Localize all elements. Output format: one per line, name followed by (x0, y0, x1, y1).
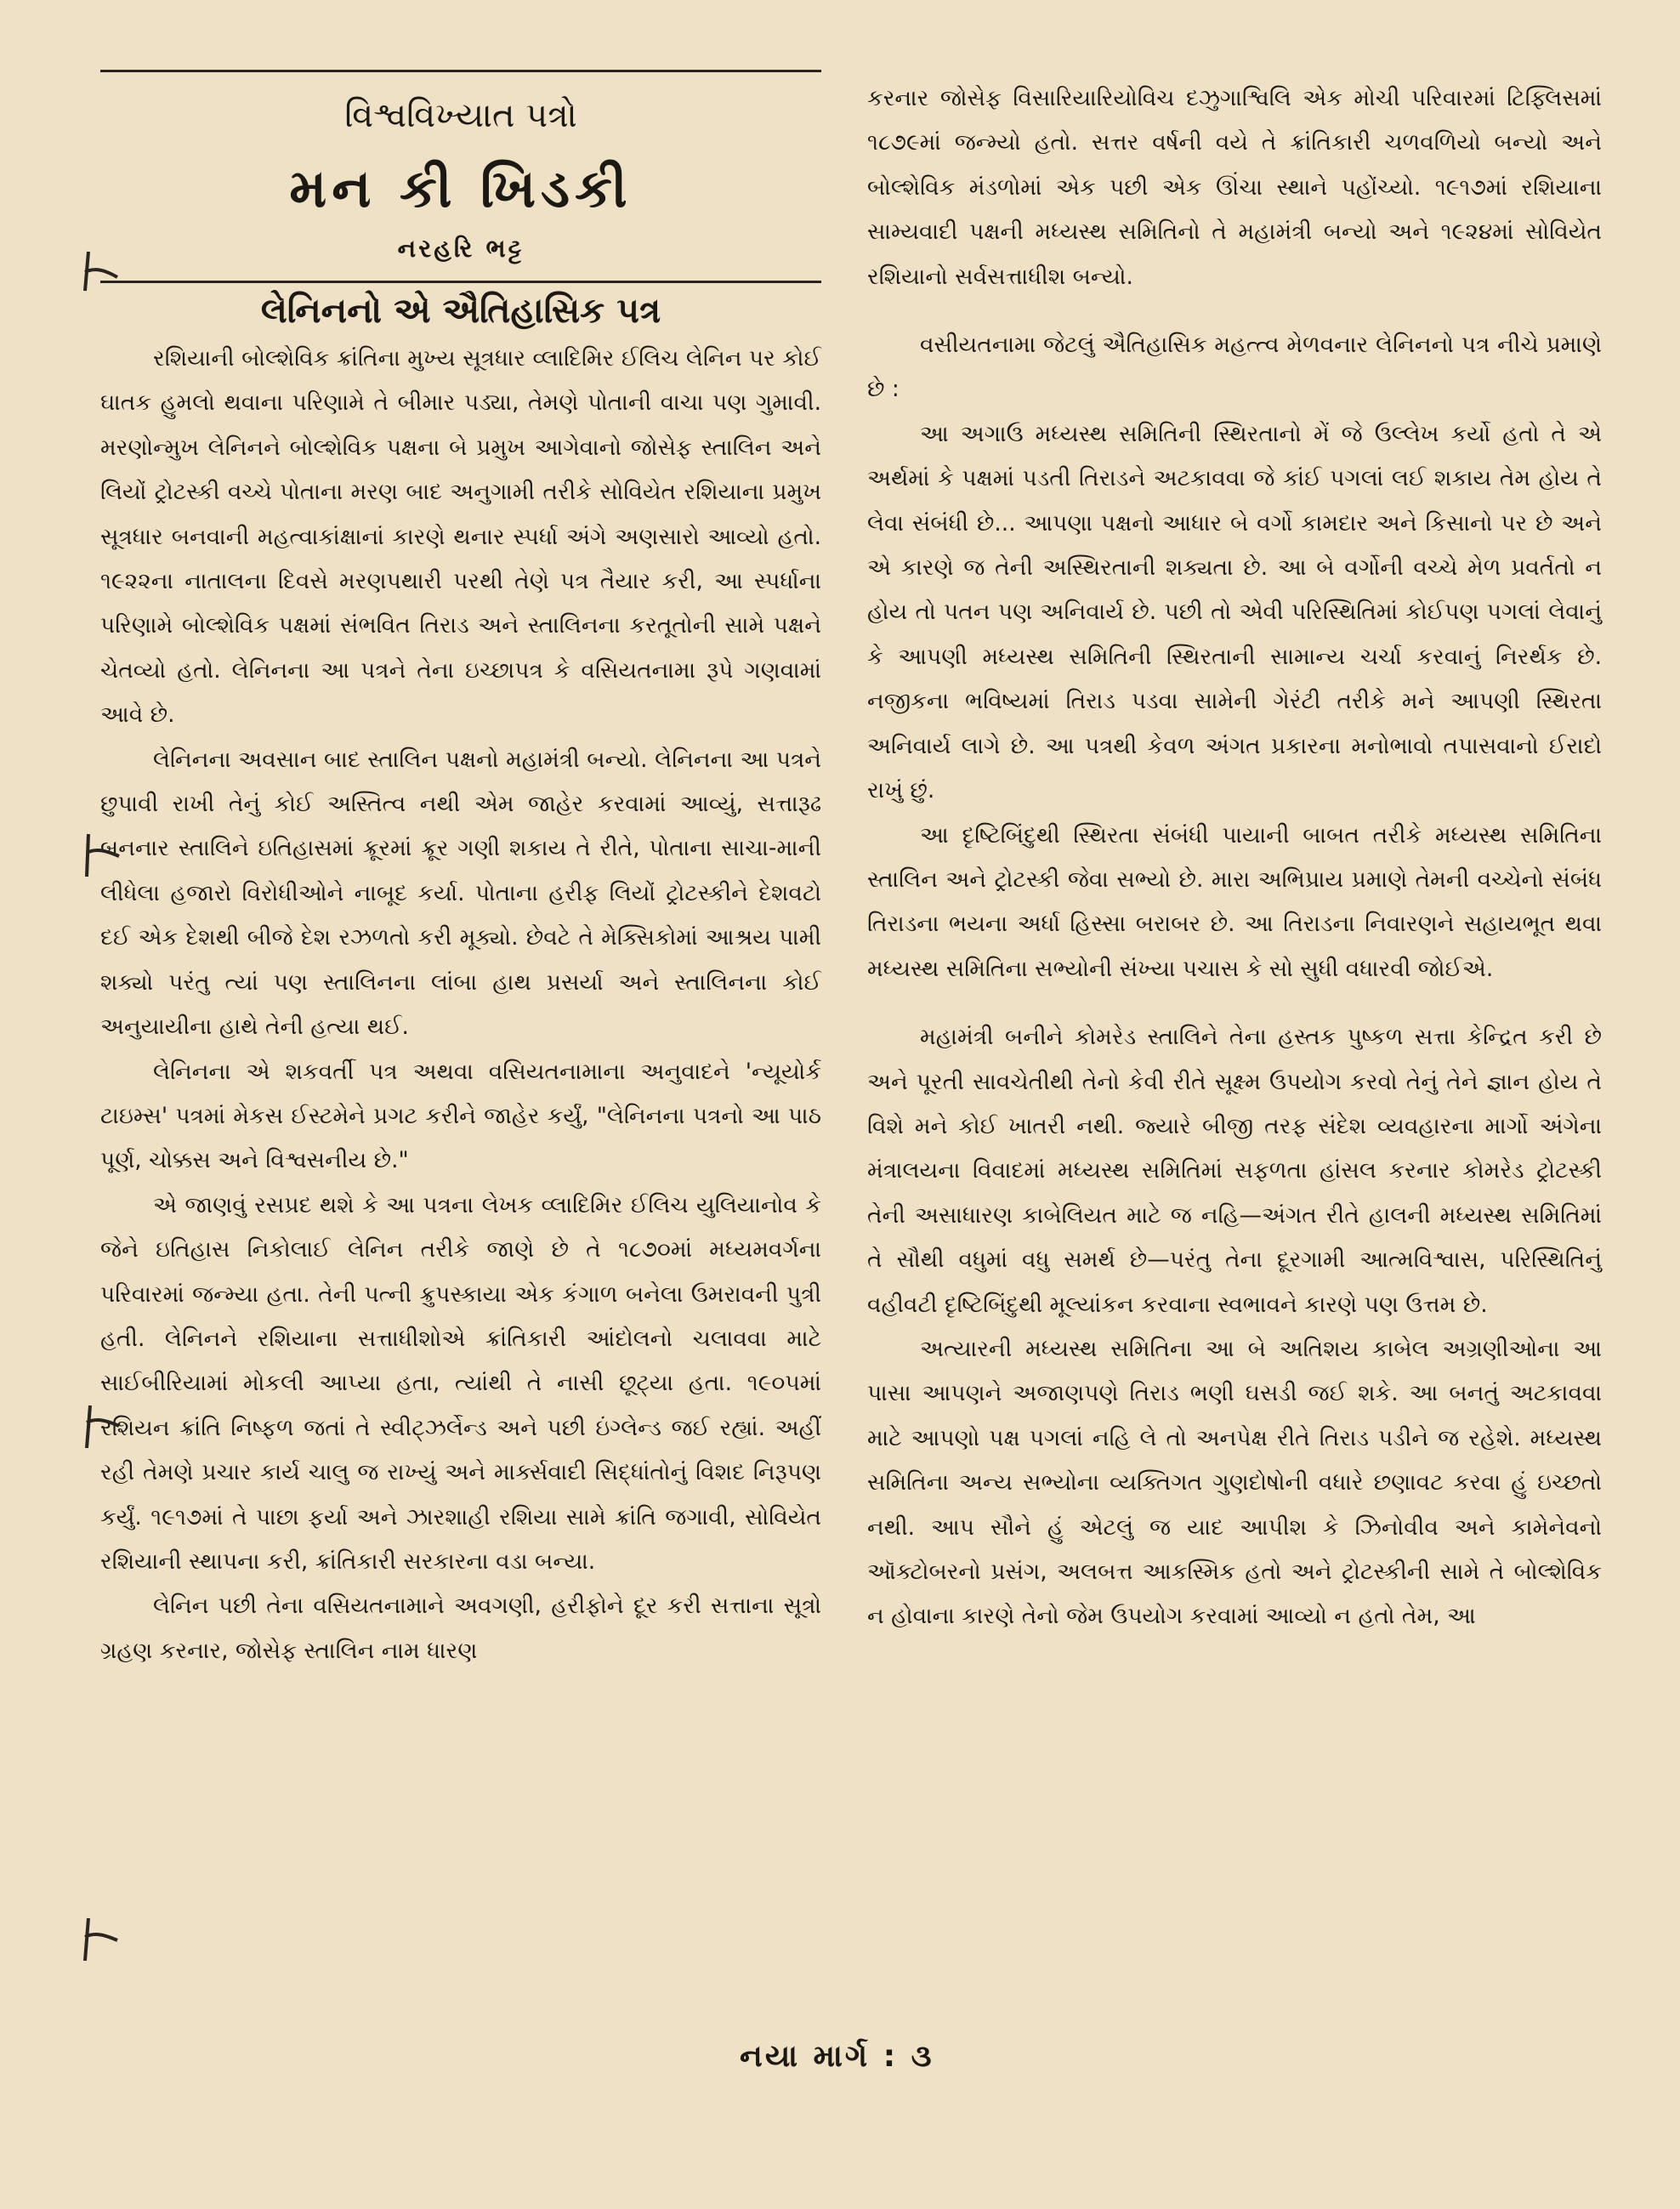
main-title: મન કી ખિડકી (289, 157, 633, 219)
paragraph: અત્યારની મધ્યસ્થ સમિતિના આ બે અતિશય કાબેલ અગ્રણીઓના આ પાસા આપણને અજાણપણે તિરાડ ભણી ઘસડી જઈ શકે. આ બનતું અટકાવવા માટે આપણો પક્ષ પગલાં નહિ લે તો અનપેક્ષ રીતે તિરાડ પડીને જ રહેશે. મધ્યસ્થ સમિતિના અન્ય સભ્યોના વ્યક્તિગત ગુણદોષોની વધારે છણાવટ કરવા હું ઇચ્છતો નથી. આપ સૌને હું એટલું જ યાદ આપીશ કે ઝિનોવીવ અને કામેનેવનો ઑક્ટોબરનો પ્રસંગ, અલબત્ત આકસ્મિક હતો અને ટ્રોટસ્કીની સામે તે બોલ્શેવિક ન હોવાના કારણે તેનો જેમ ઉપયોગ કરવામાં આવ્યો ન હતો તેમ, આ (867, 1335, 1602, 1630)
left-body-text (100, 337, 821, 1673)
page-footer: નયા માર્ગ : ૩ (740, 2039, 934, 2074)
paragraph: લેનિનના અવસાન બાદ સ્તાલિન પક્ષનો મહામંત્રી બન્યો. લેનિનના આ પત્રને છુપાવી રાખી તેનું કોઈ અસ્તિત્વ નથી એમ જાહેર કરવામાં આવ્યું, સત્તારૂઢ બનનાર સ્તાલિને ઇતિહાસમાં ક્રૂરમાં ક્રૂર ગણી શકાય તે રીતે, પોતાના સાચા-માની લીધેલા હજારો વિરોધીઓને નાબૂદ કર્યા. પોતાના હરીફ લિયોં ટ્રોટસ્કીને દેશવટો દઈ એક દેશથી બીજે દેશ રઝળતો કરી મૂક્યો. છેવટે તે મેક્સિકોમાં આશ્રય પામી શક્યો પરંતુ ત્યાં પણ સ્તાલિનના લાંબા હાથ પ્રસર્યા અને સ્તાલિનના કોઈ અનુયાયીના હાથે તેની હત્યા થઈ. (100, 746, 821, 1041)
paragraph: લેનિન પછી તેના વસિયતનામાને અવગણી, હરીફોને દૂર કરી સત્તાના સૂત્રો ગ્રહણ કરનાર, જોસેફ સ્તાલિન નામ ધારણ (100, 1593, 821, 1664)
binding-hole-mark (77, 829, 128, 889)
paragraph: લેનિનના એ શકવર્તી પત્ર અથવા વસિયતનામાના અનુવાદને 'ન્યૂયોર્ક ટાઇમ્સ' પત્રમાં મેકસ ઈસ્ટમેને પ્રગટ કરીને જાહેર કર્યું, "લેનિનના પત્રનો આ પાઠ પૂર્ણ, ચોક્કસ અને વિશ્વસનીય છે." (100, 1058, 821, 1174)
paragraph: એ જાણવું રસપ્રદ થશે કે આ પત્રના લેખક વ્લાદિમિર ઈલિચ યુલિયાનોવ કે જેને ઇતિહાસ નિકોલાઈ લેનિન તરીકે જાણે છે તે ૧૮૭૦માં મધ્યમવર્ગના પરિવારમાં જન્મ્યા હતા. તેની પત્ની ક્રુપસ્કાયા એક કંગાળ બનેલા ઉમરાવની પુત્રી હતી. લેનિનને રશિયાના સત્તાધીશોએ ક્રાંતિકારી આંદોલનો ચલાવવા માટે સાઈબીરિયામાં મોકલી આપ્યા હતા, ત્યાંથી તે નાસી છૂટ્યા હતા. ૧૯૦૫માં રશિયન ક્રાંતિ નિષ્ફળ જતાં તે સ્વીટ્ઝર્લેન્ડ અને પછી ઇંગ્લેન્ડ જઈ રહ્યાં. અહીં રહી તેમણે પ્રચાર કાર્ય ચાલુ જ રાખ્યું અને માર્ક્સવાદી સિદ્ધાંતોનું વિશદ નિરૂપણ કર્યું. ૧૯૧૭માં તે પાછા ફર્યા અને ઝારશાહી રશિયા સામે ક્રાંતિ જગાવી, સોવિયેત રશિયાની સ્થાપના કરી, ક્રાંતિકારી સરકારના વડા બન્યા. (100, 1191, 821, 1575)
title-rule (100, 281, 821, 283)
paragraph: વસીયતનામા જેટલું ઐતિહાસિક મહત્ત્વ મેળવનાર લેનિનનો પત્ર નીચે પ્રમાણે છે : (867, 332, 1602, 403)
right-body-text (867, 77, 1602, 1639)
paragraph: આ અગાઉ મધ્યસ્થ સમિતિની સ્થિરતાનો મેં જે ઉલ્લેખ કર્યો હતો તે એ અર્થમાં કે પક્ષમાં પડતી તિરાડને અટકાવવા જે કાંઈ પગલાં લઈ શકાય તેમ હોય તે લેવા સંબંધી છે... આપણા પક્ષનો આધાર બે વર્ગો કામદાર અને કિસાનો પર છે અને એ કારણે જ તેની અસ્થિરતાની શક્યતા છે. આ બે વર્ગોની વચ્ચે મેળ પ્રવર્તતો ન હોય તો પતન પણ અનિવાર્ય છે. પછી તો એવી પરિસ્થિતિમાં કોઈપણ પગલાં લેવાનું કે આપણી મધ્યસ્થ સમિતિની સ્થિરતાની સામાન્ય ચર્ચા કરવાનું નિરર્થક છે. નજીકના ભવિષ્યમાં તિરાડ પડવા સામેની ગેરંટી તરીકે મને આપણી સ્થિરતા અનિવાર્ય લાગે છે. આ પત્રથી કેવળ અંગત પ્રકારના મનોભાવો તપાસવાનો ઈરાદો રાખું છું. (867, 420, 1602, 804)
paragraph: કરનાર જોસેફ વિસારિયારિયોવિચ દઝુગાશ્વિલિ એક મોચી પરિવારમાં ટિફ્લિસમાં ૧૮૭૯માં જન્મ્યો હતો. સત્તર વર્ષની વયે તે ક્રાંતિકારી ચળવળિયો બન્યો અને બોલ્શેવિક મંડળોમાં એક પછી એક ઊંચા સ્થાને પહોંચ્યો. ૧૯૧૭માં રશિયાના સામ્યવાદી પક્ષની મધ્યસ્થ સમિતિનો તે મહામંત્રી બન્યો અને ૧૯૨૪માં સોવિયેત રશિયાનો સર્વસત્તાધીશ બન્યો. (867, 85, 1602, 290)
paragraph: આ દૃષ્ટિબિંદુથી સ્થિરતા સંબંધી પાયાની બાબત તરીકે મધ્યસ્થ સમિતિના સ્તાલિન અને ટ્રોટસ્કી જેવા સભ્યો છે. મારા અભિપ્રાય પ્રમાણે તેમની વચ્ચેનો સંબંધ તિરાડના ભયના અર્ધા હિસ્સા બરાબર છે. આ તિરાડના નિવારણને સહાયભૂત થવા મધ્યસ્થ સમિતિના સભ્યોની સંખ્યા પચાસ કે સો સુધી વધારવી જોઈએ. (867, 821, 1602, 982)
top-rule (100, 70, 821, 72)
binding-hole-mark (77, 1913, 128, 1973)
paragraph: મહામંત્રી બનીને કોમરેડ સ્તાલિને તેના હસ્તક પુષ્કળ સત્તા કેન્દ્રિત કરી છે અને પૂરતી સાવચેતીથી તેનો કેવી રીતે સૂક્ષ્મ ઉપયોગ કરવો તેનું તેને જ્ઞાન હોય તે વિશે મને કોઈ ખાતરી નથી. જ્યારે બીજી તરફ સંદેશ વ્યવહારના માર્ગો અંગેના મંત્રાલયના વિવાદમાં મધ્યસ્થ સમિતિમાં સફળતા હાંસલ કરનાર કોમરેડ ટ્રોટસ્કી તેની અસાધારણ કાબેલિયત માટે જ નહિ—અંગત રીતે હાલની મધ્યસ્થ સમિતિમાં તે સૌથી વધુમાં વધુ સમર્થ છે—પરંતુ તેના દૂરગામી આત્મવિશ્વાસ, પરિસ્થિતિનું વહીવટી દૃષ્ટિબિંદુથી મૂલ્યાંકન કરવાના સ્વભાવને કારણે પણ ઉત્તમ છે. (867, 1024, 1602, 1318)
author-name: નરહરિ ભટ્ટ (397, 234, 525, 263)
paragraph: રશિયાની બોલ્શેવિક ક્રાંતિના મુખ્ય સૂત્રધાર વ્લાદિમિર ઈલિચ લેનિન પર કોઈ ઘાતક હુમલો થવાના પરિણામે તે બીમાર પડ્યા, તેમણે પોતાની વાચા પણ ગુમાવી. મરણોન્મુખ લેનિનને બોલ્શેવિક પક્ષના બે પ્રમુખ આગેવાનો જોસેફ સ્તાલિન અને લિયોં ટ્રોટસ્કી વચ્ચે પોતાના મરણ બાદ અનુગામી તરીકે સોવિયેત રશિયાના પ્રમુખ સૂત્રધાર બનવાની મહત્વાકાંક્ષાનાં કારણે થનાર સ્પર્ધા અંગે અણસારો આવ્યો હતો. ૧૯૨૨ના નાતાલના દિવસે મરણપથારી પરથી તેણે પત્ર તૈયાર કરી, આ સ્પર્ધાના પરિણામે બોલ્શેવિક પક્ષમાં સંભવિત તિરાડ અને સ્તાલિનના કરતૂતોની સામે પક્ષને ચેતવ્યો હતો. લેનિનના આ પત્રને તેના ઇચ્છાપત્ર કે વસિયતનામા રૂપે ગણવામાં આવે છે. (100, 345, 821, 729)
binding-hole-mark (77, 247, 128, 306)
series-title: વિશ્વવિખ્યાત પત્રો (344, 96, 577, 135)
binding-hole-mark (77, 1399, 128, 1458)
article-subtitle: લેનિનનો એ ઐતિહાસિક પત્ર (260, 290, 661, 331)
